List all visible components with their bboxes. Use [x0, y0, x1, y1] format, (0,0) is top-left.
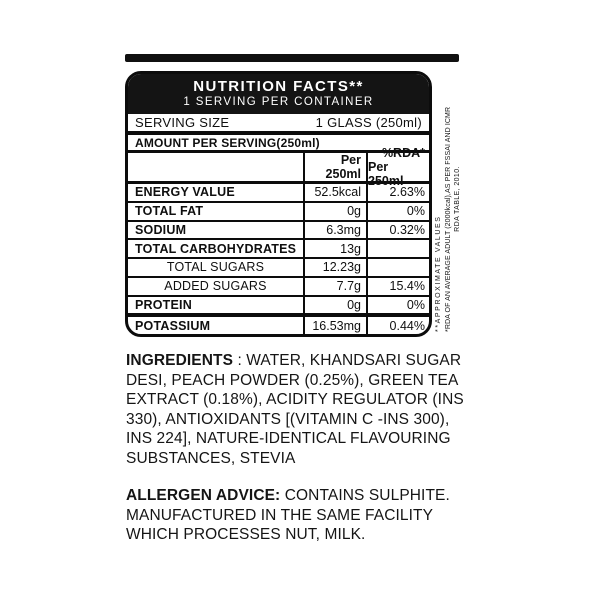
allergen-label: ALLERGEN ADVICE:: [126, 487, 281, 504]
row-per-value: 13g: [303, 240, 366, 257]
row-per-value: 52.5kcal: [303, 184, 366, 201]
table-row-sodium: [128, 222, 429, 241]
footnote-rda-source-line2: RDA TABLE, 2010.: [454, 166, 461, 232]
panel-header: [128, 74, 429, 114]
row-name: TOTAL CARBOHYDRATES: [135, 241, 297, 256]
row-rda-value: [366, 259, 429, 276]
header-rda-cell: [366, 146, 429, 188]
row-rda-value: [366, 240, 429, 257]
row-rda-value: 0%: [366, 297, 429, 314]
top-divider-bar: [125, 54, 459, 62]
header-per-line2: 250ml: [325, 167, 361, 181]
row-per-value: 16.53mg: [303, 317, 366, 334]
allergen-paragraph: [126, 486, 478, 545]
table-row-added-sugars: [128, 278, 429, 297]
row-name: ENERGY VALUE: [135, 185, 235, 200]
side-footnote: [434, 66, 466, 332]
header-rda-line1: %RDA*: [381, 146, 425, 160]
serving-size-label: SERVING SIZE: [135, 115, 230, 130]
header-nutrient-cell: [128, 153, 303, 181]
row-rda-value: 2.63%: [366, 184, 429, 201]
row-name: POTASSIUM: [135, 318, 211, 333]
row-per-value: 7.7g: [303, 278, 366, 295]
ingredients-label: INGREDIENTS: [126, 352, 234, 369]
row-per-value: 12.23g: [303, 259, 366, 276]
table-row-potassium: [128, 317, 429, 334]
row-name: TOTAL SUGARS: [166, 260, 265, 275]
footnote-approximate-values: **APPROXIMATE VALUES: [435, 215, 442, 332]
allergen-text: CONTAINS SULPHITE. MANUFACTURED IN THE SAME FACILITY WHICH PROCESSES NUT, MILK.: [126, 487, 450, 543]
ingredients-text: : WATER, KHANDSARI SUGAR DESI, PEACH POWDER (0.25%), GREEN TEA EXTRACT (0.18%), ACIDITY REGULATOR (INS 330), ANTIOXIDANTS [(VITAMIN C -INS 300), INS 224], NATURE-IDENTICAL FLAVOURING SUBSTANCES, STEVIA: [126, 352, 464, 467]
table-row-protein: [128, 297, 429, 318]
row-per-value: 0g: [303, 297, 366, 314]
row-name: ADDED SUGARS: [164, 279, 267, 294]
serving-size-row: [128, 114, 429, 135]
row-rda-value: 0%: [366, 203, 429, 220]
header-per-line1: Per: [340, 153, 361, 167]
header-rda-line2: Per 250ml: [368, 160, 404, 188]
panel-title: NUTRITION FACTS**: [193, 78, 364, 95]
ingredients-paragraph: [126, 351, 478, 468]
table-header-row: [128, 146, 429, 188]
panel-subtitle: 1 SERVING PER CONTAINER: [183, 96, 374, 108]
nutrition-table: [128, 146, 429, 334]
table-row-energy: [128, 184, 429, 203]
row-name: SODIUM: [135, 222, 187, 237]
row-name: TOTAL FAT: [135, 204, 204, 219]
row-rda-value: 15.4%: [366, 278, 429, 295]
row-rda-value: 0.44%: [366, 317, 429, 334]
serving-size-value: 1 GLASS (250ml): [315, 115, 422, 130]
row-per-value: 6.3mg: [303, 222, 366, 239]
footnote-rda-source-line1: *RDA OF AN AVERAGE ADULT (2000kcal),AS PER FSSAI AND ICMR: [444, 106, 452, 332]
amount-per-serving-label: AMOUNT PER SERVING(250ml): [135, 135, 320, 150]
nutrition-facts-panel: [125, 71, 432, 337]
table-row-total-sugars: [128, 259, 429, 278]
row-per-value: 0g: [303, 203, 366, 220]
row-name: PROTEIN: [135, 297, 192, 312]
header-per-cell: [303, 153, 366, 181]
row-rda-value: 0.32%: [366, 222, 429, 239]
table-row-total-fat: [128, 203, 429, 222]
table-row-total-carbohydrates: [128, 240, 429, 259]
